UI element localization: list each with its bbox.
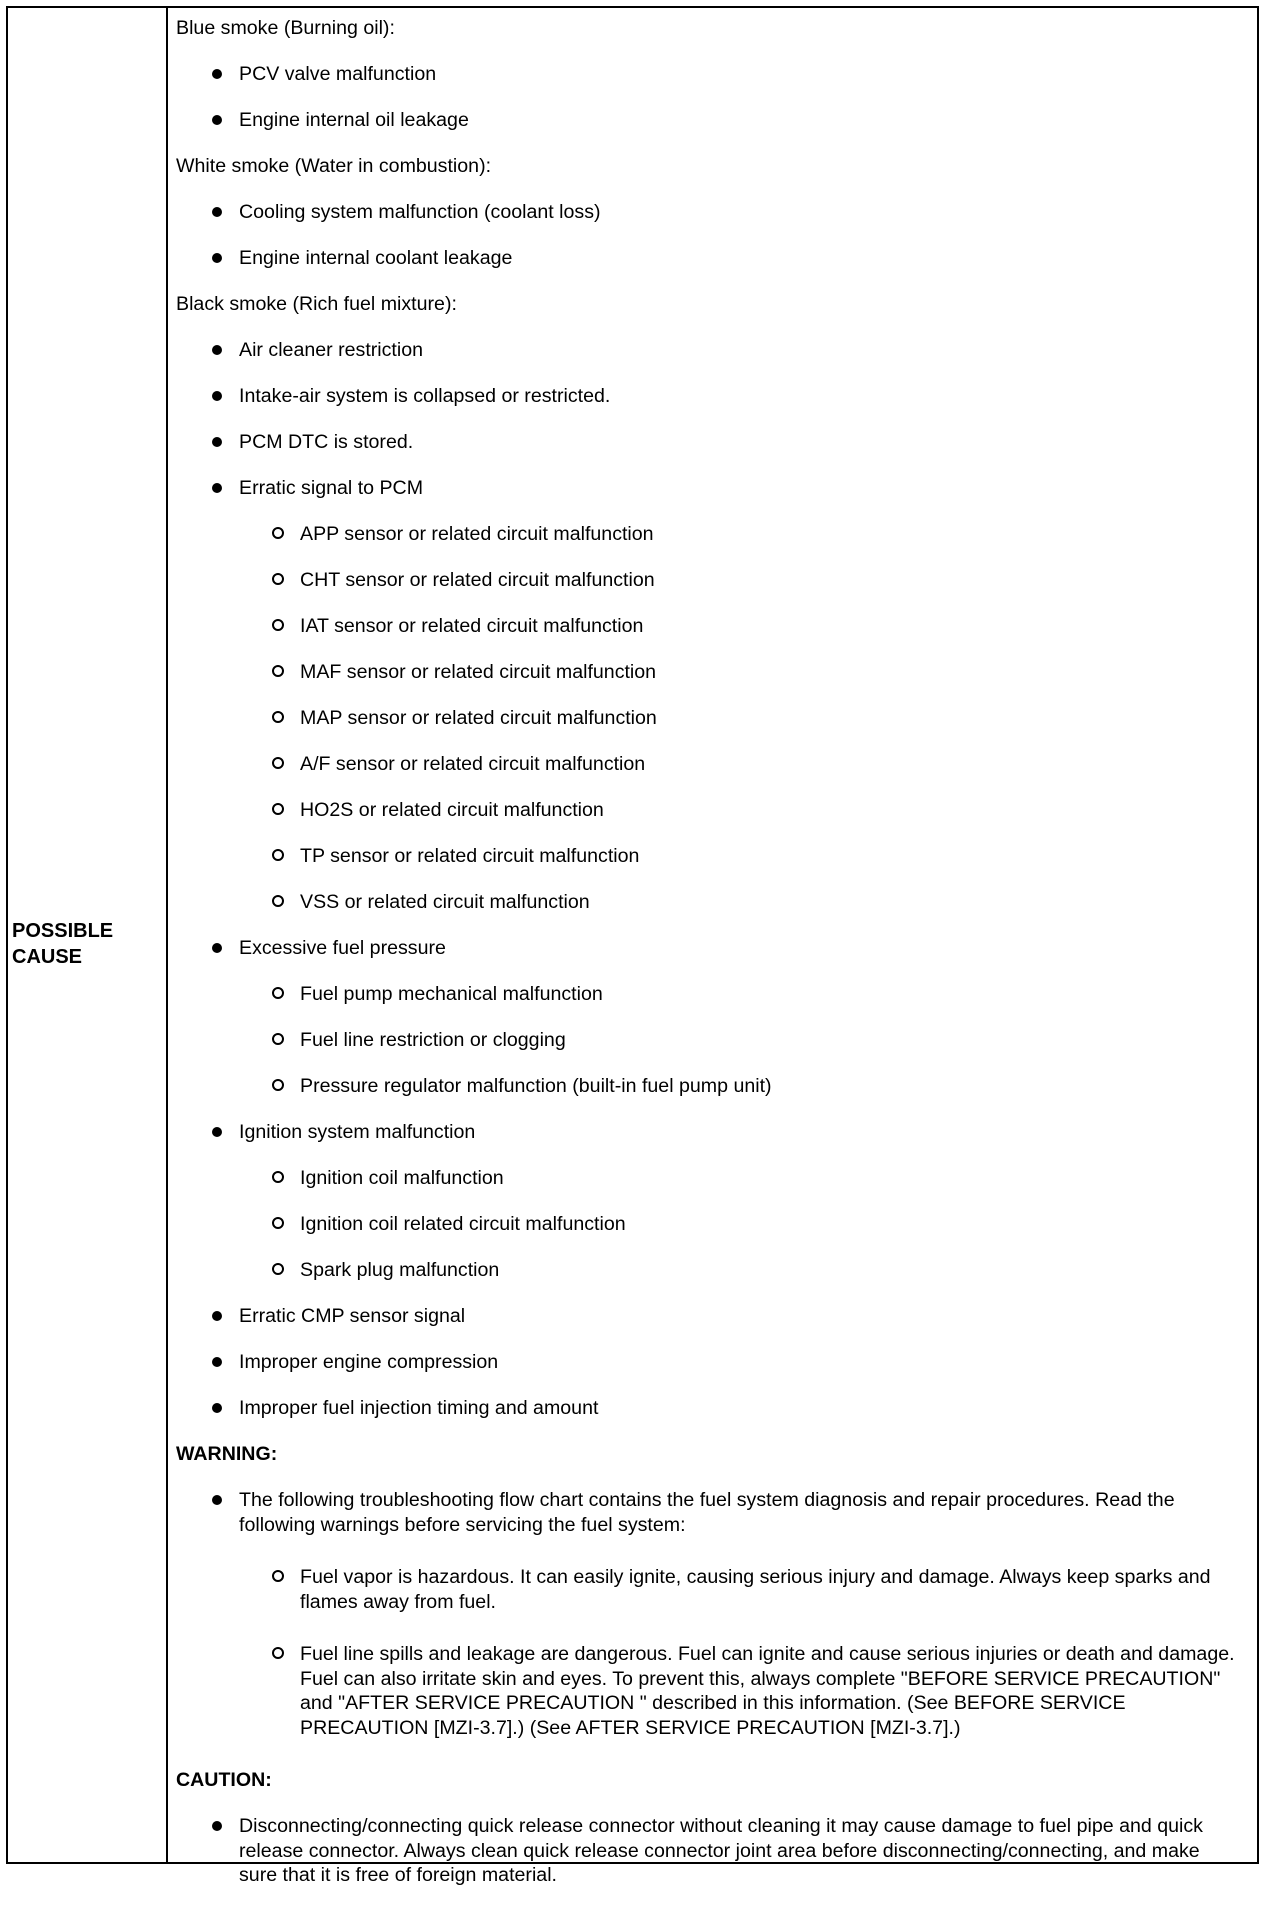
- white-smoke-heading: White smoke (Water in combustion):: [176, 155, 492, 177]
- list-item: Intake-air system is collapsed or restricted.: [176, 376, 1247, 422]
- label-column: [8, 8, 168, 1862]
- sub-list-item: Spark plug malfunction: [176, 1250, 1247, 1296]
- possible-cause-label: POSSIBLE CAUSE: [12, 920, 114, 968]
- list-item: Engine internal coolant leakage: [176, 238, 1247, 284]
- content-column: [170, 8, 1257, 1886]
- sub-list-item: Pressure regulator malfunction (built-in fuel pump unit): [176, 1066, 1247, 1112]
- list-item: Engine internal oil leakage: [176, 100, 1247, 146]
- sub-list-item: Ignition coil malfunction: [176, 1158, 1247, 1204]
- sub-list-item: APP sensor or related circuit malfunction: [176, 514, 1247, 560]
- list-item: Erratic CMP sensor signal: [176, 1296, 1247, 1342]
- black-smoke-heading: Black smoke (Rich fuel mixture):: [176, 293, 457, 315]
- sub-list-item: Fuel line restriction or clogging: [176, 1020, 1247, 1066]
- sub-list-item: Fuel pump mechanical malfunction: [176, 974, 1247, 1020]
- list-item: Erratic signal to PCM: [176, 468, 1247, 514]
- sub-list-item: TP sensor or related circuit malfunction: [176, 836, 1247, 882]
- cause-list: [176, 8, 1247, 1908]
- sub-list-item: MAF sensor or related circuit malfunction: [176, 652, 1247, 698]
- warning-sub-item: Fuel line spills and leakage are dangerous. Fuel can ignite and cause serious injuries or death and damage. Fuel can also irritate skin and eyes. To prevent this, always complete "BEFORE SERVICE PRECAUTION" and "AFTER SERVICE PRECAUTION " described in this information. (See BEFORE SERVICE PRECAUTION [MZI-3.7].) (See AFTER SERVICE PRECAUTION [MZI-3.7].): [176, 1634, 1247, 1760]
- list-item: PCM DTC is stored.: [176, 422, 1247, 468]
- list-item: Improper fuel injection timing and amount: [176, 1388, 1247, 1434]
- sub-list-item: CHT sensor or related circuit malfunction: [176, 560, 1247, 606]
- warning-bullet: The following troubleshooting flow chart contains the fuel system diagnosis and repair procedures. Read the following warnings before servicing the fuel system:: [176, 1480, 1247, 1557]
- list-item: Improper engine compression: [176, 1342, 1247, 1388]
- caution-heading: CAUTION:: [176, 1769, 272, 1791]
- list-item: Air cleaner restriction: [176, 330, 1247, 376]
- sub-list-item: HO2S or related circuit malfunction: [176, 790, 1247, 836]
- warning-heading: WARNING:: [176, 1443, 278, 1465]
- sub-list-item: VSS or related circuit malfunction: [176, 882, 1247, 928]
- warning-sub-item: Fuel vapor is hazardous. It can easily ignite, causing serious injury and damage. Always keep sparks and flames away from fuel.: [176, 1557, 1247, 1634]
- caution-bullet: Disconnecting/connecting quick release connector without cleaning it may cause damage to fuel pipe and quick release connector. Always clean quick release connector joint area before disconnecting/connecting, and make sure that it is free of foreign material.: [176, 1806, 1247, 1908]
- list-item: Excessive fuel pressure: [176, 928, 1247, 974]
- sub-list-item: MAP sensor or related circuit malfunction: [176, 698, 1247, 744]
- list-item: Cooling system malfunction (coolant loss): [176, 192, 1247, 238]
- sub-list-item: Ignition coil related circuit malfunction: [176, 1204, 1247, 1250]
- list-item: Ignition system malfunction: [176, 1112, 1247, 1158]
- cause-table: [6, 6, 1259, 1886]
- sub-list-item: A/F sensor or related circuit malfunction: [176, 744, 1247, 790]
- sub-list-item: IAT sensor or related circuit malfunction: [176, 606, 1247, 652]
- blue-smoke-heading: Blue smoke (Burning oil):: [176, 17, 395, 39]
- list-item: PCV valve malfunction: [176, 54, 1247, 100]
